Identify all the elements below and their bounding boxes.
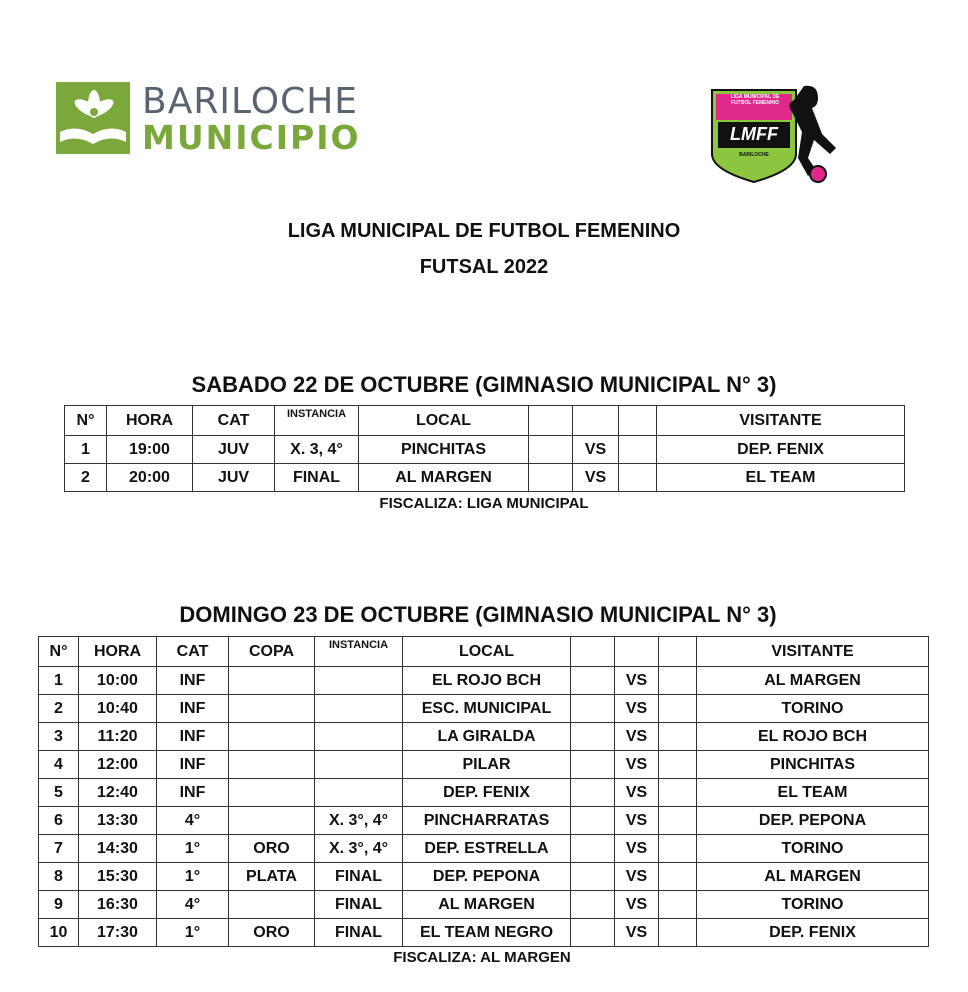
- sunday-heading: DOMINGO 23 DE OCTUBRE (GIMNASIO MUNICIPAL N° 3): [179, 602, 777, 627]
- empty-cell: [659, 779, 697, 807]
- row-vs: VS: [615, 667, 659, 695]
- row-vs: VS: [615, 779, 659, 807]
- empty-cell: [619, 436, 657, 464]
- empty-cell: [659, 695, 697, 723]
- empty-cell: [615, 637, 659, 667]
- row-vs: VS: [615, 891, 659, 919]
- row-visitante: TORINO: [697, 835, 929, 863]
- row-vs: VS: [573, 436, 619, 464]
- row-copa: [229, 695, 315, 723]
- row-num: 6: [39, 807, 79, 835]
- empty-cell: [571, 667, 615, 695]
- season-title: FUTSAL 2022: [419, 256, 549, 278]
- row-copa: ORO: [229, 919, 315, 947]
- row-instancia: FINAL: [315, 919, 403, 947]
- row-local: PINCHITAS: [359, 436, 529, 464]
- row-copa: [229, 779, 315, 807]
- row-local: EL TEAM NEGRO: [403, 919, 571, 947]
- row-vs: VS: [615, 919, 659, 947]
- row-instancia: FINAL: [315, 891, 403, 919]
- row-vs: VS: [615, 723, 659, 751]
- table-row: [39, 751, 929, 779]
- table-header-row: [39, 637, 929, 667]
- row-copa: ORO: [229, 835, 315, 863]
- saturday-schedule-table: [64, 405, 905, 492]
- row-num: 4: [39, 751, 79, 779]
- row-hora: 14:30: [79, 835, 157, 863]
- empty-cell: [573, 406, 619, 436]
- row-cat: INF: [157, 723, 229, 751]
- row-vs: VS: [615, 863, 659, 891]
- header-instancia: INSTANCIA: [315, 637, 403, 667]
- row-num: 2: [39, 695, 79, 723]
- empty-cell: [659, 723, 697, 751]
- empty-cell: [659, 637, 697, 667]
- row-copa: [229, 723, 315, 751]
- row-local: PILAR: [403, 751, 571, 779]
- lmff-text-top: LIGA MUNICIPAL DE FUTBOL FEMENINO: [730, 94, 780, 106]
- row-hora: 19:00: [107, 436, 193, 464]
- row-local: DEP. ESTRELLA: [403, 835, 571, 863]
- lmff-logo: [708, 82, 848, 186]
- row-vs: VS: [573, 464, 619, 492]
- saturday-fiscaliza: FISCALIZA: LIGA MUNICIPAL: [379, 495, 589, 512]
- row-visitante: DEP. FENIX: [657, 436, 905, 464]
- row-local: EL ROJO BCH: [403, 667, 571, 695]
- row-hora: 10:00: [79, 667, 157, 695]
- row-cat: 1°: [157, 835, 229, 863]
- row-local: ESC. MUNICIPAL: [403, 695, 571, 723]
- row-instancia: [315, 723, 403, 751]
- header-local: LOCAL: [359, 406, 529, 436]
- header-local: LOCAL: [403, 637, 571, 667]
- logo-line-1: BARILOCHE: [142, 81, 359, 122]
- row-instancia: X. 3°, 4°: [315, 807, 403, 835]
- lmff-text-main: LMFF: [730, 124, 778, 144]
- league-title: LIGA MUNICIPAL DE FUTBOL FEMENINO: [287, 220, 681, 242]
- table-header-row: [65, 406, 905, 436]
- row-hora: 10:40: [79, 695, 157, 723]
- row-instancia: [315, 779, 403, 807]
- bariloche-municipio-logo: [56, 82, 386, 156]
- row-visitante: TORINO: [697, 891, 929, 919]
- table-row: [39, 779, 929, 807]
- table-row: [39, 723, 929, 751]
- row-num: 8: [39, 863, 79, 891]
- empty-cell: [529, 464, 573, 492]
- row-instancia: FINAL: [315, 863, 403, 891]
- row-local: PINCHARRATAS: [403, 807, 571, 835]
- empty-cell: [619, 406, 657, 436]
- row-instancia: [315, 667, 403, 695]
- flower-book-icon: [56, 82, 130, 154]
- header-cat: CAT: [157, 637, 229, 667]
- row-copa: [229, 751, 315, 779]
- header-hora: HORA: [107, 406, 193, 436]
- table-row: [65, 464, 905, 492]
- row-local: AL MARGEN: [359, 464, 529, 492]
- empty-cell: [571, 919, 615, 947]
- table-row: [39, 667, 929, 695]
- row-visitante: EL TEAM: [697, 779, 929, 807]
- table-row: [39, 863, 929, 891]
- lmff-text-bottom: BARILOCHE: [739, 152, 769, 158]
- row-visitante: EL ROJO BCH: [697, 723, 929, 751]
- row-num: 2: [65, 464, 107, 492]
- empty-cell: [571, 807, 615, 835]
- row-num: 1: [65, 436, 107, 464]
- empty-cell: [571, 863, 615, 891]
- table-row: [39, 807, 929, 835]
- header-cat: CAT: [193, 406, 275, 436]
- row-local: LA GIRALDA: [403, 723, 571, 751]
- empty-cell: [529, 436, 573, 464]
- empty-cell: [571, 723, 615, 751]
- row-hora: 12:40: [79, 779, 157, 807]
- row-vs: VS: [615, 751, 659, 779]
- row-copa: [229, 891, 315, 919]
- row-cat: INF: [157, 779, 229, 807]
- row-instancia: [315, 751, 403, 779]
- row-hora: 20:00: [107, 464, 193, 492]
- empty-cell: [571, 751, 615, 779]
- sunday-schedule-table: [38, 636, 929, 947]
- row-hora: 17:30: [79, 919, 157, 947]
- row-cat: INF: [157, 667, 229, 695]
- empty-cell: [571, 835, 615, 863]
- row-vs: VS: [615, 835, 659, 863]
- row-num: 10: [39, 919, 79, 947]
- row-visitante: AL MARGEN: [697, 667, 929, 695]
- header-copa: COPA: [229, 637, 315, 667]
- empty-cell: [659, 667, 697, 695]
- row-visitante: PINCHITAS: [697, 751, 929, 779]
- table-row: [39, 891, 929, 919]
- row-instancia: [315, 695, 403, 723]
- row-cat: 4°: [157, 807, 229, 835]
- empty-cell: [659, 863, 697, 891]
- header-hora: HORA: [79, 637, 157, 667]
- empty-cell: [619, 464, 657, 492]
- header-visitante: VISITANTE: [697, 637, 929, 667]
- empty-cell: [659, 835, 697, 863]
- row-local: DEP. PEPONA: [403, 863, 571, 891]
- row-num: 9: [39, 891, 79, 919]
- row-cat: INF: [157, 751, 229, 779]
- row-visitante: DEP. FENIX: [697, 919, 929, 947]
- row-num: 1: [39, 667, 79, 695]
- row-instancia: X. 3, 4°: [275, 436, 359, 464]
- row-num: 7: [39, 835, 79, 863]
- row-hora: 11:20: [79, 723, 157, 751]
- row-visitante: AL MARGEN: [697, 863, 929, 891]
- header-num: N°: [65, 406, 107, 436]
- table-row: [39, 835, 929, 863]
- empty-cell: [659, 751, 697, 779]
- row-vs: VS: [615, 807, 659, 835]
- row-hora: 15:30: [79, 863, 157, 891]
- sunday-fiscaliza: FISCALIZA: AL MARGEN: [393, 949, 571, 966]
- row-instancia: FINAL: [275, 464, 359, 492]
- row-vs: VS: [615, 695, 659, 723]
- empty-cell: [571, 695, 615, 723]
- row-copa: [229, 807, 315, 835]
- row-visitante: EL TEAM: [657, 464, 905, 492]
- empty-cell: [659, 807, 697, 835]
- row-cat: 1°: [157, 919, 229, 947]
- empty-cell: [529, 406, 573, 436]
- row-hora: 16:30: [79, 891, 157, 919]
- row-hora: 13:30: [79, 807, 157, 835]
- row-visitante: DEP. PEPONA: [697, 807, 929, 835]
- row-copa: [229, 667, 315, 695]
- row-cat: INF: [157, 695, 229, 723]
- row-cat: 4°: [157, 891, 229, 919]
- row-copa: PLATA: [229, 863, 315, 891]
- table-row: [39, 919, 929, 947]
- header-visitante: VISITANTE: [657, 406, 905, 436]
- empty-cell: [571, 779, 615, 807]
- header-instancia: INSTANCIA: [275, 406, 359, 436]
- empty-cell: [659, 919, 697, 947]
- row-cat: JUV: [193, 436, 275, 464]
- row-num: 5: [39, 779, 79, 807]
- header-num: N°: [39, 637, 79, 667]
- table-row: [39, 695, 929, 723]
- empty-cell: [659, 891, 697, 919]
- logo-line-2: MUNICIPIO: [142, 118, 361, 157]
- empty-cell: [571, 891, 615, 919]
- row-local: DEP. FENIX: [403, 779, 571, 807]
- row-visitante: TORINO: [697, 695, 929, 723]
- row-instancia: X. 3°, 4°: [315, 835, 403, 863]
- row-local: AL MARGEN: [403, 891, 571, 919]
- row-num: 3: [39, 723, 79, 751]
- saturday-heading: SABADO 22 DE OCTUBRE (GIMNASIO MUNICIPAL N° 3): [191, 372, 777, 397]
- row-cat: 1°: [157, 863, 229, 891]
- row-cat: JUV: [193, 464, 275, 492]
- table-row: [65, 436, 905, 464]
- row-hora: 12:00: [79, 751, 157, 779]
- empty-cell: [571, 637, 615, 667]
